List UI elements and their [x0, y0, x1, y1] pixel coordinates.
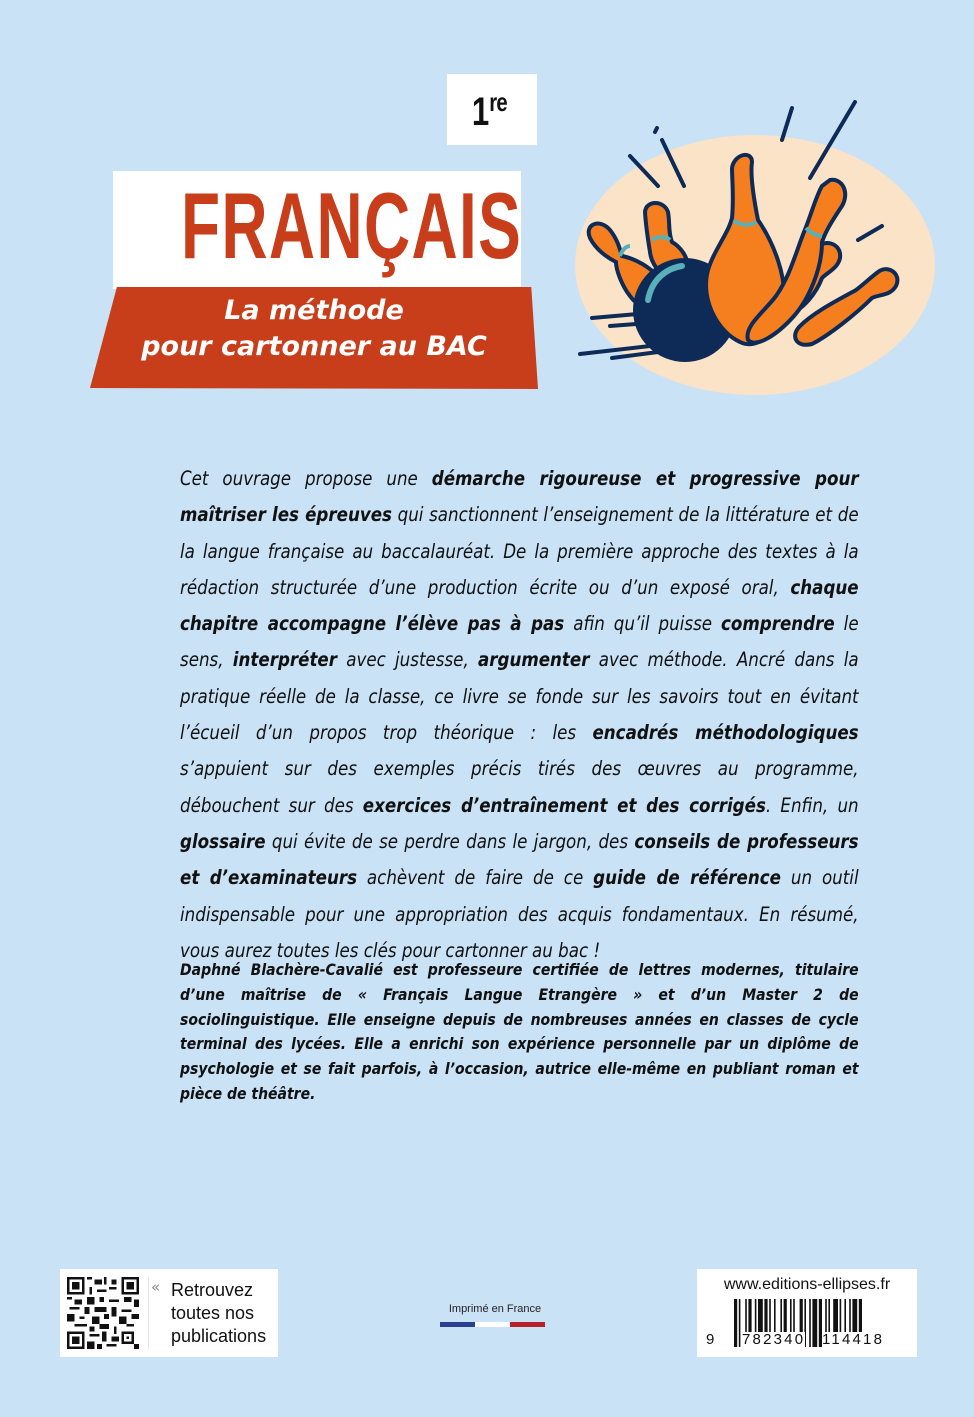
description-paragraph — [180, 461, 859, 969]
body-text: s’appuient sur des exemples précis tirés des œuvres au programme, débouchent sur des — [180, 757, 859, 817]
body-text: qui évite de se perdre dans le jargon, des — [265, 829, 635, 853]
subtitle-line-1: La méthode — [224, 295, 404, 326]
body-text: un outil indispensable pour une appropriation des acquis fondamentaux. En résumé, vous aurez toutes les clés pour cartonner au bac ! — [180, 866, 859, 962]
flag-blue — [440, 1322, 475, 1327]
author-bio: Daphné Blachère-Cavalié est professeure certifiée de lettres modernes, titulaire d’une maîtrise de « Français Langue Etrangère » et d’un Master 2 de sociolinguistique. Elle enseigne depuis de nombreuses années en classes de cycle terminal des lycées. Elle a enrichi son expérience personnelle par un diplôme de psychologie et se fait parfois, à l’occasion, autrice elle-même en publiant roman et pièce de théâtre. — [180, 960, 859, 1103]
emphasis-text: conseils de professeurs et d’examinateurs — [180, 829, 859, 890]
body-text: Cet ouvrage propose une — [180, 467, 432, 490]
printed-in-label: Imprimé en France — [448, 1303, 542, 1315]
body-text: avec justesse, — [336, 648, 479, 672]
publisher-url[interactable]: www.editions-ellipses.fr — [723, 1276, 891, 1293]
flag-red — [510, 1322, 545, 1327]
french-flag-icon — [440, 1322, 545, 1327]
body-text: afin qu’il puisse — [564, 612, 722, 636]
emphasis-text: démarche rigoureuse et progressive pour maîtriser les épreuves — [180, 467, 859, 527]
barcode-digits-right: 114418 — [822, 1331, 885, 1348]
flag-white — [475, 1322, 510, 1327]
level-badge — [447, 74, 537, 145]
bowling-illustration-icon — [560, 100, 940, 400]
qr-panel[interactable] — [60, 1269, 278, 1357]
qr-caption-line-2: toutes nos — [171, 1303, 255, 1323]
book-subtitle — [90, 293, 538, 365]
emphasis-text: argumenter — [478, 648, 590, 672]
emphasis-text: interpréter — [232, 648, 337, 672]
qr-divider — [148, 1277, 149, 1349]
emphasis-text: encadrés méthodologiques — [592, 721, 859, 745]
qr-caption-line-3: publications — [171, 1326, 267, 1346]
qr-caption — [171, 1279, 281, 1348]
chevron-left-icon: « — [151, 1278, 161, 1296]
emphasis-text: exercices d’entraînement et des corrigés — [362, 793, 766, 817]
emphasis-text: comprendre — [721, 612, 835, 636]
barcode-digits-left: 782340 — [742, 1331, 806, 1348]
level-label: 1re — [471, 87, 507, 134]
emphasis-text: guide de référence — [593, 866, 781, 890]
body-text: qui sanctionnent l’enseignement de la littérature et de la langue française au baccalauréat. De la première approche des textes à la rédaction structurée d’une production écrite ou d’un exposé oral, — [180, 503, 859, 599]
qr-caption-line-1: Retrouvez — [171, 1280, 254, 1300]
barcode-panel — [697, 1269, 917, 1357]
emphasis-text: glossaire — [180, 829, 266, 853]
body-text: . Enfin, un — [765, 793, 859, 817]
qr-code-icon[interactable] — [67, 1277, 139, 1349]
book-title: FRANÇAIS — [181, 173, 523, 278]
body-text: avec méthode. Ancré dans la pratique réelle de la classe, ce livre se fonde sur les savoirs tout en évitant l’écueil d’un propos trop théorique : les — [180, 648, 859, 745]
emphasis-text: chaque chapitre accompagne l’élève pas à pas — [180, 575, 859, 636]
body-text: le sens, — [180, 612, 859, 672]
body-text: achèvent de faire de ce — [357, 866, 594, 890]
barcode-digit-first: 9 — [706, 1331, 717, 1348]
subtitle-line-2: pour cartonner au BAC — [141, 331, 487, 362]
